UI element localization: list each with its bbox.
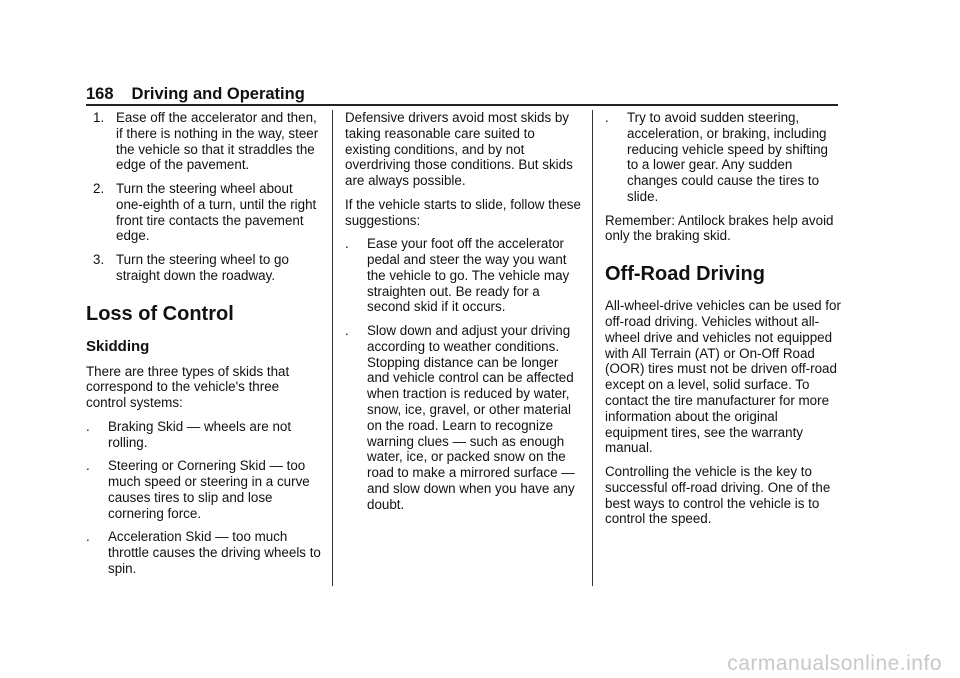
bullet-item xyxy=(345,236,581,315)
section-heading-off-road-driving: Off-Road Driving xyxy=(605,263,765,286)
numbered-step xyxy=(86,252,322,284)
header-rule xyxy=(86,104,838,106)
numbered-step xyxy=(86,181,322,244)
column-3 xyxy=(605,110,841,535)
bullet-text: Braking Skid — wheels are not rolling. xyxy=(108,418,292,450)
paragraph: Defensive drivers avoid most skids by taking reasonable care suited to existing conditions, and by not overdriving those conditions. But skids are always possible. xyxy=(345,110,573,189)
step-text: Turn the steering wheel about one-eighth of a turn, until the right front tire contacts the pavement edge. xyxy=(116,180,317,244)
subheading-skidding: Skidding xyxy=(86,337,150,355)
bullet-icon: . xyxy=(345,236,349,252)
step-text: Turn the steering wheel to go straight down the roadway. xyxy=(116,251,289,283)
bullet-icon: . xyxy=(605,110,609,125)
column-divider-2 xyxy=(592,110,593,586)
bullet-item xyxy=(605,110,841,205)
step-text: Ease off the accelerator and then, if there is nothing in the way, steer the vehicle so that it straddles the edge of the pavement. xyxy=(116,110,319,173)
paragraph: Controlling the vehicle is the key to successful off-road driving. One of the best ways to control the vehicle is to control the speed. xyxy=(605,463,831,527)
bullet-item xyxy=(86,529,322,576)
numbered-step xyxy=(86,110,322,173)
watermark: carmanualsonline.info xyxy=(727,652,942,675)
bullet-text: Acceleration Skid — too much throttle causes the driving wheels to spin. xyxy=(108,529,321,576)
bullet-item xyxy=(86,458,322,521)
bullet-icon: . xyxy=(86,418,90,434)
section-heading-loss-of-control: Loss of Control xyxy=(86,302,234,325)
step-number: 1. xyxy=(93,110,105,125)
bullet-text: Try to avoid sudden steering, acceleration, or braking, including reducing vehicle speed by shifting to a lower gear. Any sudden changes could cause the tires to slide. xyxy=(627,110,828,204)
bullet-item xyxy=(86,419,322,451)
bullet-icon: . xyxy=(345,322,349,338)
paragraph: If the vehicle starts to slide, follow these suggestions: xyxy=(345,196,581,228)
paragraph: Remember: Antilock brakes help avoid only the braking skid. xyxy=(605,212,834,244)
bullet-text: Ease your foot off the accelerator pedal and steer the way you want the vehicle to go. The vehicle may straighten out. Be ready for a second skid if it occurs. xyxy=(367,236,570,315)
bullet-text: Steering or Cornering Skid — too much speed or steering in a curve causes tires to slip and lose cornering force. xyxy=(108,458,310,521)
step-number: 3. xyxy=(93,251,105,267)
page-header xyxy=(86,84,838,104)
section-title: Driving and Operating xyxy=(131,85,305,103)
paragraph: All-wheel-drive vehicles can be used for off-road driving. Vehicles without all-wheel drive and vehicles not equipped with All Terrain (AT) or On-Off Road (OOR) tires must not be driven off-road except on a level, solid surface. To contact the tire manufacturer for more information about the original equipment tires, see the warranty manual. xyxy=(605,298,841,456)
column-divider-1 xyxy=(332,110,333,586)
column-1 xyxy=(86,110,322,584)
bullet-text: Slow down and adjust your driving according to weather conditions. Stopping distance can be longer and vehicle control can be affected when traction is reduced by water, snow, ice, gravel, or other material on the road. Learn to recognize warning clues — such as enough water, ice, or packed snow on the road to make a mirrored surface — and slow down when you have any doubt. xyxy=(367,322,575,512)
bullet-icon: . xyxy=(86,529,90,545)
bullet-icon: . xyxy=(86,458,90,474)
column-2 xyxy=(345,110,581,520)
step-number: 2. xyxy=(93,180,105,196)
bullet-item xyxy=(345,323,581,513)
page-number: 168 xyxy=(86,85,114,103)
paragraph: There are three types of skids that correspond to the vehicle's three control systems: xyxy=(86,363,290,411)
